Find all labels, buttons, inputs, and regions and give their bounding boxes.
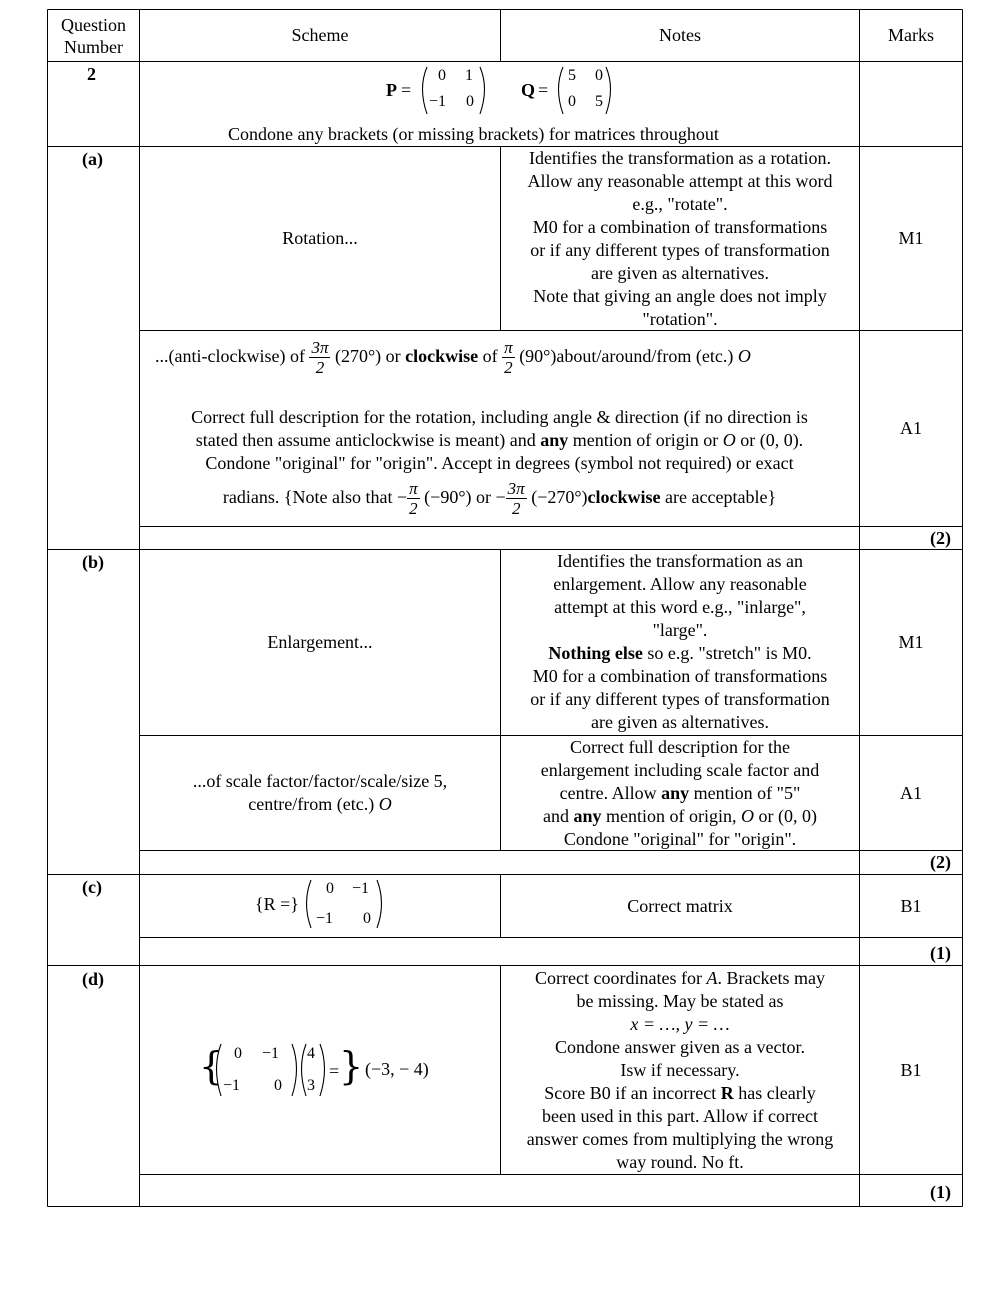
origin-o: O xyxy=(737,346,751,366)
text: mention of "5" xyxy=(693,783,801,803)
svg-text:}: } xyxy=(339,1044,364,1088)
part-a-notes-line: "rotation". xyxy=(642,309,718,329)
part-d-answer: (−3, − 4) xyxy=(365,1059,429,1079)
matrix-p-label: P xyxy=(386,80,397,100)
part-b-notes-line: attempt at this word e.g., "inlarge", xyxy=(554,597,806,617)
part-d-matrix-a: 0 xyxy=(234,1045,242,1062)
part-a-label: (a) xyxy=(82,149,103,169)
part-a-a1-line: Correct full description for the rotation, including angle & direction (if no direction is xyxy=(191,407,808,427)
text: Correct coordinates for xyxy=(535,968,702,988)
matrix-r-b: −1 xyxy=(352,880,370,897)
fraction-denominator: 2 xyxy=(409,499,418,519)
text: and xyxy=(543,806,569,826)
part-d-notes-line: way round. No ft. xyxy=(616,1152,744,1172)
part-d-notes-line xyxy=(501,1082,859,1105)
text: (−90°) xyxy=(424,487,472,507)
part-a-about-origin: about/around/from (etc.) xyxy=(556,346,734,366)
text-bold: any xyxy=(573,806,602,826)
origin-o: O xyxy=(722,430,736,450)
text: so e.g. "stretch" is M0. xyxy=(647,643,812,663)
part-a-angle-prefix: ...(anti-clockwise) of xyxy=(155,346,305,366)
matrix-q-d: 5 xyxy=(595,93,603,110)
matrix-q-equals: = xyxy=(538,80,549,100)
part-c-notes: Correct matrix xyxy=(627,895,733,916)
matrix-q-c: 0 xyxy=(568,93,576,110)
text: has clearly xyxy=(738,1083,816,1103)
part-b-scale-line: ...of scale factor/factor/scale/size 5, xyxy=(192,771,448,791)
part-d-notes-line: Isw if necessary. xyxy=(620,1060,740,1080)
part-a-notes-line: Allow any reasonable attempt at this word xyxy=(527,171,833,191)
matrix-r-ref: R xyxy=(720,1083,734,1103)
part-d-label: (d) xyxy=(82,969,104,989)
part-a-angle-degrees-2: (90°) xyxy=(519,346,557,366)
part-a-notes-line: M0 for a combination of transformations xyxy=(532,217,828,237)
text: are acceptable} xyxy=(665,487,777,507)
part-d-notes-line: answer comes from multiplying the wrong xyxy=(526,1129,834,1149)
part-b-a1-line: Correct full description for the xyxy=(570,737,790,757)
part-b-a1-line: enlargement including scale factor and xyxy=(540,760,820,780)
part-d-matrix-b: −1 xyxy=(262,1045,280,1062)
part-a-a1-line: Condone "original" for "origin". Accept in degrees (symbol not required) or exact xyxy=(205,453,794,473)
matrix-r-c: −1 xyxy=(316,910,334,927)
part-a-clockwise: clockwise xyxy=(405,346,479,366)
condone-brackets-note: Condone any brackets (or missing brackets) for matrices throughout xyxy=(228,124,719,144)
part-b-notes-line: are given as alternatives. xyxy=(591,712,769,732)
part-b-total: (2) xyxy=(930,852,951,872)
matrix-p-c: −1 xyxy=(429,93,447,110)
fraction-numerator: 3π xyxy=(507,479,525,499)
text: or xyxy=(476,487,492,507)
fraction-denominator: 2 xyxy=(504,358,513,378)
part-c-total: (1) xyxy=(930,943,951,963)
matrix-q-b: 0 xyxy=(595,67,603,84)
part-b-notes-line: "large". xyxy=(652,620,708,640)
header-question-line1: Question xyxy=(61,14,126,35)
part-d-vector-x: 4 xyxy=(307,1045,315,1062)
point-a: A xyxy=(706,968,718,988)
part-d-total: (1) xyxy=(930,1182,951,1202)
part-b-notes-line: or if any different types of transformation xyxy=(530,689,830,709)
text: mention of origin, xyxy=(606,806,737,826)
header-notes: Notes xyxy=(659,25,701,45)
part-a-or: or xyxy=(385,346,401,366)
text: Score B0 if an incorrect xyxy=(544,1083,717,1103)
text-bold: any xyxy=(661,783,690,803)
text: (−270°) xyxy=(531,487,588,507)
part-b-notes-line: enlargement. Allow any reasonable xyxy=(553,574,807,594)
part-b-mark-m1: M1 xyxy=(898,632,924,652)
part-a-of: of xyxy=(482,346,498,366)
text: mention of origin or xyxy=(572,430,719,450)
text-bold: any xyxy=(540,430,569,450)
part-d-notes-line: Condone answer given as a vector. xyxy=(555,1037,805,1057)
part-b-scheme-enlargement: Enlargement... xyxy=(267,632,373,652)
part-a-angle-degrees: (270°) xyxy=(334,346,382,366)
header-scheme: Scheme xyxy=(291,25,349,45)
header-marks: Marks xyxy=(888,25,934,45)
origin-o: O xyxy=(378,794,392,814)
part-d-matrix-c: −1 xyxy=(223,1077,241,1094)
fraction-numerator: π xyxy=(409,479,418,499)
part-d-vector-y: 3 xyxy=(307,1077,315,1094)
part-a-scheme-rotation: Rotation... xyxy=(282,228,358,248)
part-c-label: (c) xyxy=(82,877,102,897)
matrix-p-d: 0 xyxy=(466,93,474,110)
matrix-p-a: 0 xyxy=(438,67,446,84)
part-d-notes-line: be missing. May be stated as xyxy=(576,991,784,1011)
text: centre. Allow xyxy=(559,783,657,803)
text: . Brackets may xyxy=(717,968,825,988)
fraction-denominator: 2 xyxy=(511,499,521,519)
matrix-q-a: 5 xyxy=(568,67,576,84)
text-bold: Nothing else xyxy=(548,643,643,663)
origin-o: O xyxy=(741,806,754,826)
part-b-notes-line: Identifies the transformation as an xyxy=(557,551,803,571)
fraction-denominator: 2 xyxy=(315,358,325,378)
part-b-a1-line: Condone "original" for "origin". xyxy=(563,829,797,849)
part-a-notes-line: Note that giving an angle does not imply xyxy=(533,286,827,306)
part-b-mark-a1: A1 xyxy=(900,782,922,803)
header-question-line2: Number xyxy=(64,36,123,57)
part-b-notes-line: M0 for a combination of transformations xyxy=(532,666,828,686)
part-d-notes-line: x = …, y = … xyxy=(630,1014,730,1034)
part-a-notes-line: Identifies the transformation as a rotation. xyxy=(529,148,831,168)
text: or (0, 0) xyxy=(758,806,817,826)
text-bold: clockwise xyxy=(587,487,661,507)
matrix-r-label-text: {R =} xyxy=(255,894,299,914)
part-d-equals: = xyxy=(329,1061,340,1081)
part-a-notes-line: e.g., "rotate". xyxy=(632,194,728,214)
part-d-notes-line: been used in this part. Allow if correct xyxy=(542,1106,818,1126)
part-b-label: (b) xyxy=(82,552,104,572)
matrix-p-b: 1 xyxy=(465,67,473,84)
text: stated then assume anticlockwise is meant) and xyxy=(195,430,536,450)
matrix-p-equals: = xyxy=(401,80,412,100)
part-d-mark: B1 xyxy=(900,1059,922,1080)
svg-text:{: { xyxy=(199,1044,224,1088)
part-a-total: (2) xyxy=(930,528,951,548)
part-a-mark-m1: M1 xyxy=(898,228,924,248)
text: centre/from (etc.) xyxy=(248,794,375,814)
question-number: 2 xyxy=(87,64,96,84)
matrix-r-d: 0 xyxy=(363,910,371,927)
part-a-notes-line: are given as alternatives. xyxy=(591,263,769,283)
part-a-mark-a1: A1 xyxy=(900,418,922,438)
text: or (0, 0). xyxy=(740,430,804,450)
part-d-notes xyxy=(501,967,859,1174)
matrix-q-label: Q xyxy=(521,80,536,100)
part-a-a1-line: radians. {Note also that − $\frac{\pi}{2}$ (−90°) or − $\frac{3\pi}{2}$ (−270°)clockwise are acceptable} xyxy=(222,479,777,519)
text: radians. {Note also that xyxy=(222,487,393,507)
part-c-mark: B1 xyxy=(900,895,922,916)
matrix-r-a: 0 xyxy=(326,880,334,897)
fraction-numerator: π xyxy=(504,338,513,358)
part-d-notes-line xyxy=(501,967,859,990)
part-a-notes-line: or if any different types of transformation xyxy=(530,240,830,260)
fraction-numerator: 3π xyxy=(311,338,329,358)
part-d-matrix-d: 0 xyxy=(274,1077,282,1094)
